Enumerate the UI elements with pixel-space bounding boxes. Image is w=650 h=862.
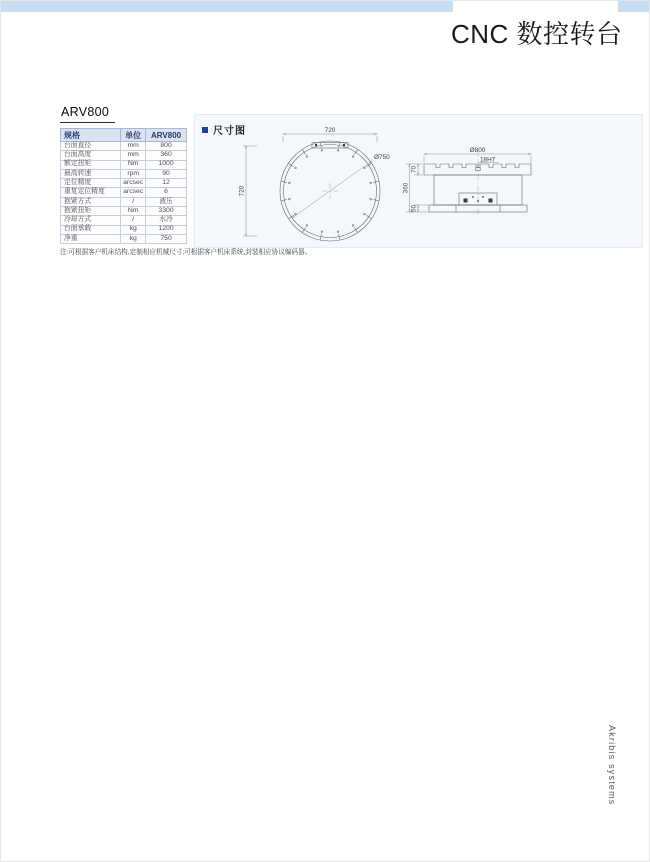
page-title: CNC 数控转台 <box>451 19 623 49</box>
spec-cell-spec: 台面高度 <box>61 151 121 160</box>
spec-row <box>61 234 187 243</box>
spec-table-body <box>61 142 187 244</box>
spec-cell-spec: 台面直径 <box>61 142 121 151</box>
spec-cell-value: 1000 <box>146 160 187 169</box>
spec-cell-value: 水冷 <box>146 216 187 225</box>
model-heading: ARV800 <box>60 105 115 123</box>
spec-cell-value: 12 <box>146 179 187 188</box>
spec-cell-spec: 重复定位精度 <box>61 188 121 197</box>
spec-cell-spec: 净重 <box>61 234 121 243</box>
col-header-spec: 规格 <box>61 129 121 142</box>
bolt-hole <box>295 167 297 169</box>
dim-label-70: 70 <box>410 165 418 174</box>
bolt-tick <box>289 215 294 218</box>
spec-cell-unit: arcsec <box>121 188 146 197</box>
bolt-hole <box>306 225 308 227</box>
bolt-hole <box>370 198 372 200</box>
spec-cell-unit: Nm <box>121 207 146 216</box>
bolt-tick <box>303 150 306 155</box>
spec-cell-spec: 冷却方式 <box>61 216 121 225</box>
side-view <box>403 147 532 216</box>
spec-cell-spec: 抱紧方式 <box>61 197 121 206</box>
top-view <box>239 127 391 241</box>
dim-label-750: Ø750 <box>374 154 390 161</box>
spec-cell-value: 90 <box>146 169 187 178</box>
spec-cell-value: 1200 <box>146 225 187 234</box>
spec-cell-value: 750 <box>146 234 187 243</box>
header-accent-bar-left <box>1 1 453 12</box>
dim-label-720-left: 720 <box>238 185 246 197</box>
spec-cell-value: 3300 <box>146 207 187 216</box>
spec-cell-spec: 抱紧扭矩 <box>61 207 121 216</box>
spec-cell-value: 800 <box>146 142 187 151</box>
bolt-hole <box>337 150 339 152</box>
spec-cell-spec: 台面承载 <box>61 225 121 234</box>
brand-vertical-text: Akribis systems <box>607 725 617 806</box>
spec-row <box>61 179 187 188</box>
dim-label-360: 360 <box>402 182 410 194</box>
dim-label-800: Ø800 <box>469 147 486 154</box>
bolt-tick <box>289 164 294 167</box>
bolt-tick <box>354 150 357 155</box>
spec-cell-spec: 额定扭矩 <box>61 160 121 169</box>
bolt-hole <box>352 156 354 158</box>
spec-header-row <box>61 129 187 142</box>
spec-cell-value: 液压 <box>146 197 187 206</box>
bolt-hole <box>321 231 323 233</box>
spec-cell-unit: kg <box>121 225 146 234</box>
spec-row <box>61 142 187 151</box>
bolt-tick <box>367 215 372 218</box>
spec-cell-unit: / <box>121 197 146 206</box>
bolt-hole <box>295 213 297 215</box>
spec-cell-value: 360 <box>146 151 187 160</box>
spec-row <box>61 225 187 234</box>
diagram-title-label: 尺寸图 <box>213 126 246 137</box>
bolt-hole <box>364 167 366 169</box>
spec-cell-unit: Nm <box>121 160 146 169</box>
spec-cell-unit: / <box>121 216 146 225</box>
bolt-tick <box>354 228 357 233</box>
spec-row <box>61 151 187 160</box>
dimension-drawing <box>194 114 643 248</box>
spec-row <box>61 160 187 169</box>
spec-cell-unit: rpm <box>121 169 146 178</box>
spec-cell-unit: mm <box>121 151 146 160</box>
header-accent-bar-right <box>618 1 650 12</box>
bolt-hole <box>352 225 354 227</box>
spec-cell-unit: mm <box>121 142 146 151</box>
spec-cell-unit: kg <box>121 234 146 243</box>
dim-label-50: 50 <box>410 204 418 213</box>
spec-row <box>61 188 187 197</box>
bolt-hole <box>321 150 323 152</box>
spec-row <box>61 216 187 225</box>
spec-table <box>60 128 187 244</box>
col-header-model: ARV800 <box>146 129 187 142</box>
bolt-hole <box>289 198 291 200</box>
bolt-hole <box>370 182 372 184</box>
bolt-hole <box>306 156 308 158</box>
bolt-hole <box>337 231 339 233</box>
bolt-tick <box>303 228 306 233</box>
col-header-unit: 单位 <box>121 129 146 142</box>
spec-cell-value: 6 <box>146 188 187 197</box>
spec-row <box>61 197 187 206</box>
spec-cell-unit: arcsec <box>121 179 146 188</box>
footnote: 注:可根据客户机床结构,定制相应机械尺寸;可根据客户机床系统,封装相应协议编码器。 <box>60 249 312 256</box>
spec-row <box>61 207 187 216</box>
dim-label-720-top: 720 <box>324 127 336 134</box>
spec-cell-spec: 定位精度 <box>61 179 121 188</box>
bolt-hole <box>289 182 291 184</box>
bolt-tick <box>367 164 372 167</box>
spec-row <box>61 169 187 178</box>
bolt-hole <box>364 213 366 215</box>
spec-cell-spec: 最高转速 <box>61 169 121 178</box>
dim-label-18h7: 18H7 <box>480 156 496 164</box>
